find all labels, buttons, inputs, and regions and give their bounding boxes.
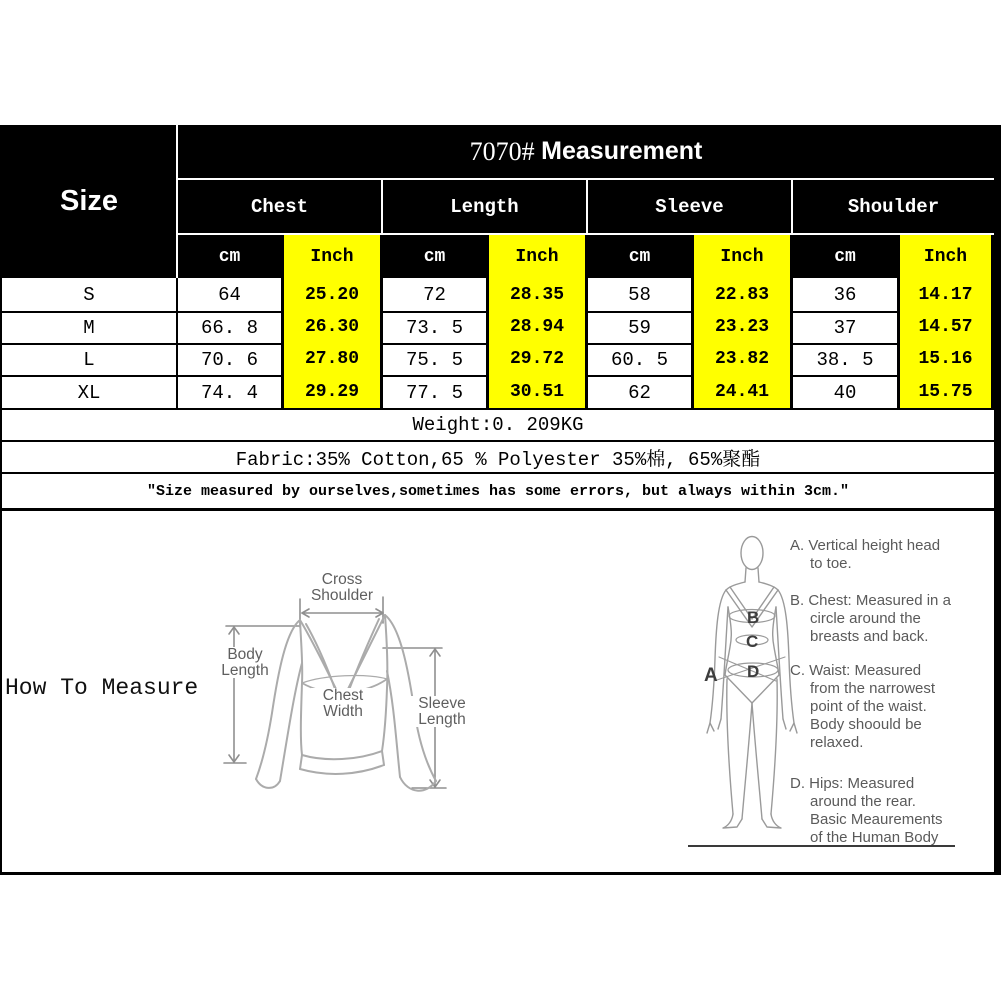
unit-header-inch: Inch: [897, 235, 994, 278]
chest-width-label: Chest Width: [311, 688, 375, 719]
size-chart-sheet: [0, 125, 1001, 875]
table-title-text: Measurement: [541, 137, 703, 165]
value-cell-cm: 75. 5: [383, 343, 486, 375]
value-cell-inch: 24.41: [691, 375, 793, 408]
table-title: [178, 125, 994, 180]
column-header-shoulder: Shoulder: [793, 180, 994, 235]
value-cell-cm: 62: [588, 375, 691, 408]
note-chest: B. Chest: Measured in a circle around the breasts and back.: [790, 592, 951, 645]
value-cell-inch: 15.75: [897, 375, 994, 408]
value-cell-inch: 29.29: [281, 375, 383, 408]
value-cell-cm: 73. 5: [383, 311, 486, 343]
notes-underline: [688, 845, 955, 847]
value-cell-inch: 29.72: [486, 343, 588, 375]
value-cell-inch: 26.30: [281, 311, 383, 343]
how-to-measure-heading: How To Measure: [5, 675, 199, 701]
fabric-row: Fabric:35% Cotton,65 % Polyester 35%棉, 65%聚酯: [2, 440, 994, 472]
size-row-label: S: [2, 278, 178, 311]
value-cell-inch: 22.83: [691, 278, 793, 311]
body-figure-diagram: [692, 519, 798, 834]
value-cell-inch: 28.94: [486, 311, 588, 343]
value-cell-cm: 60. 5: [588, 343, 691, 375]
size-column-header: Size: [2, 125, 178, 278]
figure-letter-c: C: [746, 632, 759, 651]
figure-letter-a: A: [704, 665, 718, 686]
value-cell-cm: 36: [793, 278, 897, 311]
unit-header-cm: cm: [793, 235, 897, 278]
value-cell-cm: 72: [383, 278, 486, 311]
value-cell-cm: 64: [178, 278, 281, 311]
body-length-label: Body Length: [215, 647, 275, 678]
figure-letter-d: D: [747, 662, 760, 681]
value-cell-inch: 14.17: [897, 278, 994, 311]
value-cell-cm: 70. 6: [178, 343, 281, 375]
measurement-table: [2, 125, 994, 408]
sleeve-length-label: Sleeve Length: [411, 696, 473, 727]
value-cell-cm: 37: [793, 311, 897, 343]
unit-header-cm: cm: [383, 235, 486, 278]
value-cell-cm: 38. 5: [793, 343, 897, 375]
column-header-sleeve: Sleeve: [588, 180, 793, 235]
value-cell-inch: 15.16: [897, 343, 994, 375]
unit-header-cm: cm: [588, 235, 691, 278]
value-cell-cm: 74. 4: [178, 375, 281, 408]
note-vertical-height: A. Vertical height head to toe.: [790, 537, 941, 572]
unit-header-inch: Inch: [486, 235, 588, 278]
note-hips: D. Hips: Measured around the rear. Basic Meaurements of the Human Body: [790, 775, 943, 846]
unit-header-cm: cm: [178, 235, 281, 278]
note-waist: C. Waist: Measured from the narrowest point of the waist. Body shoould be relaxed.: [790, 662, 936, 751]
size-row-label: L: [2, 343, 178, 375]
value-cell-cm: 59: [588, 311, 691, 343]
column-header-chest: Chest: [178, 180, 383, 235]
value-cell-inch: 30.51: [486, 375, 588, 408]
figure-letter-b: B: [747, 608, 760, 627]
value-cell-cm: 66. 8: [178, 311, 281, 343]
value-cell-cm: 77. 5: [383, 375, 486, 408]
table-title-style-number: 7070#: [469, 136, 542, 166]
value-cell-inch: 23.23: [691, 311, 793, 343]
value-cell-cm: 40: [793, 375, 897, 408]
disclaimer-row: ″Size measured by ourselves,sometimes has some errors, but always within 3cm.″: [2, 472, 994, 508]
value-cell-inch: 28.35: [486, 278, 588, 311]
measure-notes: [790, 511, 986, 847]
how-to-measure-section: [2, 508, 994, 872]
cross-shoulder-label: Cross Shoulder: [310, 571, 374, 604]
unit-header-inch: Inch: [691, 235, 793, 278]
value-cell-inch: 23.82: [691, 343, 793, 375]
weight-row: Weight:0. 209KG: [2, 408, 994, 440]
value-cell-cm: 58: [588, 278, 691, 311]
size-row-label: M: [2, 311, 178, 343]
value-cell-inch: 25.20: [281, 278, 383, 311]
unit-header-inch: Inch: [281, 235, 383, 278]
value-cell-inch: 14.57: [897, 311, 994, 343]
size-row-label: XL: [2, 375, 178, 408]
value-cell-inch: 27.80: [281, 343, 383, 375]
column-header-length: Length: [383, 180, 588, 235]
